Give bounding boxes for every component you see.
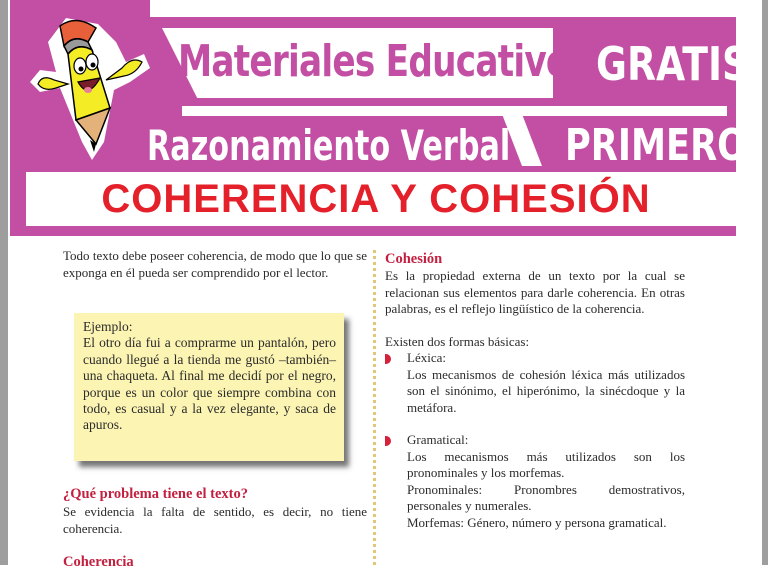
left-column [63,248,367,281]
free-label: GRATIS [596,37,750,91]
forms-intro: Existen dos formas básicas: [385,333,530,349]
example-text: El otro día fui a comprarme un pantalón, pero cuando llegué a la tienda me gustó –también– una chaqueta. Al final me decidí por el negro, porque es un color que siempre combina con todo, es casual y a la vez elegante, y saca de apuros. [83,335,336,433]
forms-list [385,334,685,532]
form-description: Morfemas: Género, número y persona gramatical. [407,514,667,530]
page-title: COHERENCIA Y COHESIÓN [101,176,651,221]
example-box [74,313,344,461]
coherencia-heading: Coherencia [63,554,134,570]
header-top-strip [150,0,743,17]
list-item [385,432,685,531]
form-description: Pronominales: Pronombres demostrativos, personales y numerales. [407,481,685,513]
pencil-mascot-icon [26,12,156,160]
header-divider-line [182,106,727,116]
form-description: Los mecanismos de cohesión léxica más utilizados son el sinónimo, el hiperónimo, la sinécdoque y la metáfora. [407,366,685,415]
question-answer: Se evidencia la falta de sentido, es decir, no tiene coherencia. [63,504,367,536]
bullet-icon [385,436,391,446]
page-right-edge [762,0,768,565]
subject-title: Razonamiento Verbal [147,121,511,170]
cohesion-heading: Cohesión [385,251,443,267]
intro-paragraph: Todo texto debe poseer coherencia, de modo que lo que se exponga en él pueda ser comprendido por el lector. [63,248,367,280]
right-column [385,250,685,531]
column-divider [373,250,376,565]
cohesion-definition: Es la propiedad externa de un texto por la cual se relacionan sus elementos para darle coherencia. En otras palabras, es el reflejo lingüístico de la coherencia. [385,268,685,316]
topic-banner [26,172,736,226]
list-item [385,350,685,416]
grade-label: PRIMERO [565,120,748,171]
question-heading: ¿Qué problema tiene el texto? [63,486,248,502]
form-description: Los mecanismos más utilizados son los pronominales y los morfemas. [407,448,685,480]
form-title: Léxica: [407,350,446,365]
bullet-icon [385,354,391,364]
page-left-edge [0,0,8,565]
example-label: Ejemplo: [83,319,133,334]
form-title: Gramatical: [407,432,469,447]
site-title: Materiales Educativos [178,36,589,87]
